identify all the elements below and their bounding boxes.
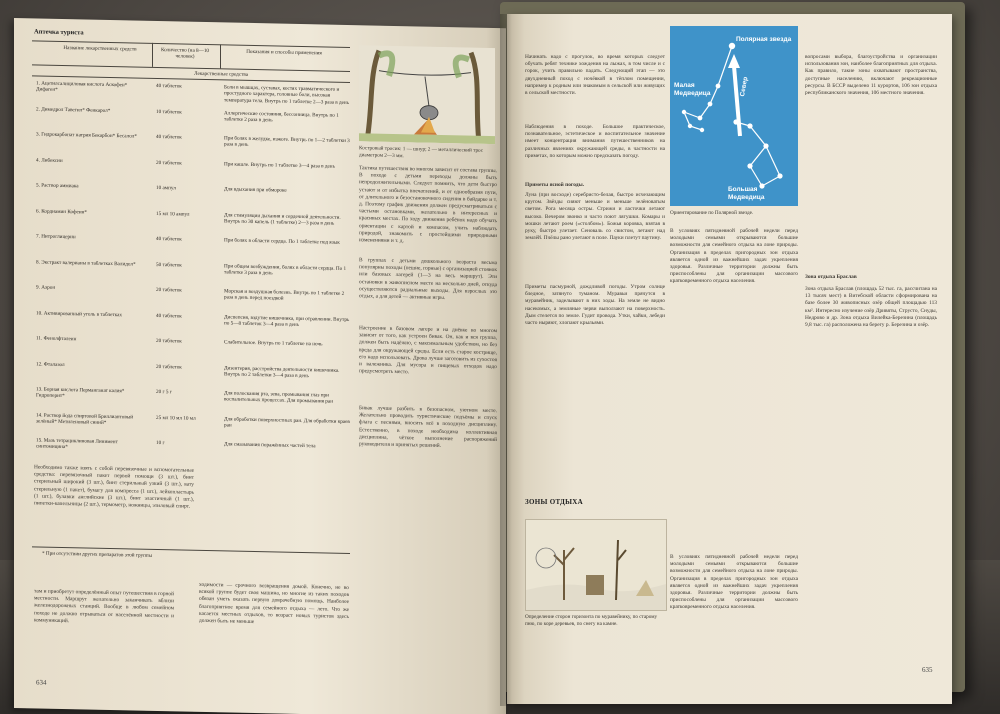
table-title: Аптечка туриста [34,28,84,37]
table-cell-qty: 40 таблеток [156,82,182,90]
table-cell-name: 9. Аэрон [36,284,56,291]
map-caption: Ориентирование по Полярной звезде. [670,210,754,216]
text-right-7: Зона отдыха Браслав (площадь 52 тыс. га, рассчитана на 13 тысяч мест) в Витебской области сформирована на базе более 30 живописных озёр общей площадью 113 км². Интересно изучение озёр Дривяты, Струсто, Снуды, Недрово и др. Зона отдыха Вилейка-Березина (площадь 9,8 тыс. га) расположена на берегу р. Березина и озёр. [805,286,937,329]
table-cell-name: 12. Фталазол [36,360,65,368]
label-polar-star: Полярная звезда [736,36,792,43]
footnote-paragraph: Необходимо также взять с собой перевязочные и вспомогательные средства: перевязочный пакет первой помощи (3 шт.), бинт стерильный широкий (3 шт.), бинт стерильный узкий (3 шт.), вату стерильную (1 пакет), бумагу для компресса (1 шт.), лейкопластырь (1 шт.), булавки английские (3 шт.), бинт эластичный (1 шт.), пипетки-капельницы (2 шт.), термометр, ножницы, этиловый спирт. [34,464,194,510]
table-cell-use: Морская и воздушная болезнь. Внутрь по 1 таблетке 2 раза в день перед поездкой [224,288,345,303]
table-cell-name: 14. Раствор йода спиртовой Бриллиантовый зелёный* Метиленовый синий* [36,411,134,426]
table-cell-qty: 50 таблеток [156,261,182,269]
table-cell-use: Диспепсия, вздутие кишечника, при отравлении. Внутрь по 5—8 таблеток 3—4 раза в день [224,313,350,328]
table-cell-qty: 40 таблеток [156,133,182,141]
text-right-5: В условиях пятидневной рабочей недели перед молодыми семьями открываются большие возможности для семейного отдыха на лоне природы. Организация в пределах пригородных зон отдыха является одной из важнейших задач укрепления здоровья. Различные территории должны быть приспособлены для организации массового кратковременного отдыха населения. [670,228,798,285]
table-cell-use: При болях в области сердца. По 1 таблетке под язык [224,237,340,246]
col-header-use: Показания и способы применения [246,48,322,57]
label-north: Север [739,76,750,98]
table-cell-use: Слабительное. Внутрь по 1 таблетке на ночь [224,339,323,348]
table-cell-use: Для вдыхания при обмороке [224,186,287,194]
table-cell-name: 11. Фенолфталеин [36,335,77,343]
star-map [670,26,798,206]
table-cell-name: 7. Нитроглицерин [36,233,76,241]
table-cell-name: 10. Активированный уголь в таблетках [36,309,122,318]
table-cell-use: Дизентерия, расстройства деятельности кишечника. Внутрь по 2 таблетки 3—4 раза в день [224,364,340,380]
label-ursa-minor: Малая Медведица [674,82,711,97]
label-ursa-major: Большая Медведица [728,186,765,201]
table-cell-qty: 10 г [156,439,165,447]
bottom-left-text: там и приобретут определённый опыт путешествия в горной местности. Маршрут желательно заканчивать вблизи железнодорожных станций. Вообще в любом семейном походе не должно отрываться от населённой местности и коммуникаций. [34,588,174,624]
table-cell-name: 3. Гидрокарбонат натрия Бекарбон* Бесалол* [36,131,137,140]
text-right-5b: В условиях пятидневной рабочей недели перед молодыми семьями открываются большие возможности для семейного отдыха на лоне природы. Организация в пределах пригородных зон отдыха является одной из важнейших задач укрепления здоровья. Различные территории должны быть приспособлены для организации массового кратковременного отдыха населения. [670,554,798,611]
table-cell-name: 8. Экстракт валерианы в таблетках Валидол* [36,258,136,268]
table-cell-name: 1. Ацетилсалициловая кислота Аскофен* Дифаген* [36,80,128,94]
table-cell-name: 15. Мазь тетрациклиновая Линимент синтомицина* [36,437,118,451]
table-cell-qty: 15 мл 10 ампул [156,210,190,218]
text-col-2: В группах с детьми дошкольного возраста весьма популярны походы (пешие, горные) с организацией стоянок или базовых лагерей (1—3 на весь маршрут). Эти остановки в живописном месте на несколько дней, откуда осуществляются радиальные выходы. Для взрослых это отдых, а для детей — активные игры. [359,257,497,302]
sketch-caption: Определение сторон горизонта по муравейнику, по старому пню, по коре деревьев, по снегу на камне. [525,614,658,627]
table-cell-qty: 40 таблеток [156,312,182,320]
table-cell-qty: 25 мл 10 мл 10 мл [156,414,196,422]
text-right-1: Начинать надо с прогулок, во время которых следует обучать ребят технике хождения на лыжах, в том числе и с горок, учить правильно падать. Следующий этап — это двухдневный поход с ночёвкой в тёплом помещении, например к родным или знакомым в сельской или живущих в сельской местности. [525,54,665,97]
table-cell-name: 5. Раствор аммиака [36,182,79,190]
col-divider [220,44,221,68]
table-cell-qty: 20 таблеток [156,159,182,167]
table-cell-qty: 20 г 5 г [156,388,172,396]
constellation-drawing [670,26,798,206]
page-number: 634 [36,678,47,687]
right-page [507,14,952,704]
text-right-3: Луна (при восходе) серебристо-белая, быстро исчезающим кругом. Звёзды сияют меньше и меньше зелёноватым светом. Рога месяца остры. Стрижи и ласточки летают высоко. Вечером звонко и часто поют лягушки. Комары и мошки летают роем («столбом»). Божья коровка, взятая в руку, быстро улетает. Сеноваль со свистом, летают над землёй. Пчёлы рано улетают в поле. Пауки плетут паутину. [525,192,665,242]
table-cell-name: 6. Кордиамин Кофеин* [36,207,87,216]
bottom-mid-text: ходимости — срочного возвращения домой. Конечно, не во всякой группе будет своя машина, но многие из таких походов обязан уметь оказать первую доврачебную помощь. Наиболее благоприятное время для семейного отдыха — лето. Что же касается местных отдыхов, то возраст новых туристов здесь должен быть не меньше [199,581,349,626]
table-cell-use: Для полоскания рта, зева, промывания глаз при воспалительных процессах. Для промывания ран [224,390,333,406]
header-rule [32,64,350,72]
orientation-drawing [526,520,666,610]
table-cell-use: Для смазывания поражённых частей тела [224,441,316,450]
table-cell-use: Для обработки поверхностных ран. Для обработки краев ран [224,415,350,429]
table-cell-name: 13. Борная кислота Перманганат калия* Гидроперит* [36,386,125,400]
col-divider [152,43,153,67]
signs-clear-title: Приметы ясной погоды. [525,182,585,188]
table-cell-qty: 20 таблеток [156,363,182,371]
campfire-drawing [359,45,495,144]
orientation-sketch [525,519,667,611]
table-cell-name: 4. Либексин [36,156,63,164]
left-page [14,18,506,714]
text-col-3: Настроение в базовом лагере и на днёвке во многом зависит от того, как устроен бивак. Он, как и вся группа, должен быть надёжно, с максимальным удобством, но без вреда для окружающей среды. Если есть старое кострище, его надо использовать. Дрова лучше заготовить из сухостоя и валежника. Для мусора и пищевых отходов надо предусмотреть место. [359,325,497,376]
text-right-2: Наблюдения в походе. Большое практическое, познавательное, эстетическое и воспитательное значение имеет концентрация внимания путешественников на различных явлениях окружающей среды, в частности на приметах, по которым можно предсказать погоду. [525,124,665,159]
table-cell-use: Для стимуляции дыхания и сердечной деятельности. Внутрь по 30 капель (1 таблетке) 2—3 раза в день [224,211,341,227]
table-cell-use: При болях в желудке, изжоге. Внутрь по 1—2 таблетки 3 раза в день [224,135,350,149]
book-gutter [500,14,512,706]
table-cell-use: Боли в мышцах, суставах, костях травматического и простудного характера, головные боли, высокая температура тела. Внутрь по 1 таблетке 2—3 раза в день [224,84,350,106]
text-right-4: Приметы пасмурной, дождливой погоды. Утром солнце бледное, затянуто туманом. Муравьи прячутся в муравейник, заделывают в них ходы. На земле не видно насекомых, а земляные черви выползают на поверхность. Дым стелется по земле. Гудит провода. Утки, чайки, лебеди часто ныряют, хлопают крыльями. [525,284,665,327]
table-cell-qty: 20 таблеток [156,286,182,294]
section-title: ЗОНЫ ОТДЫХА [525,498,583,506]
table-subheader: Лекарственные средства [194,70,249,78]
text-col-4: Бивак лучше разбить в безопасном, уютном месте. Желательно проводить туристические подъёмы и спуск флага с песнями, вносить всё в походную дисциплину. Естественно, в походе необходима коллективная дисциплина, чёткое выполнение распоряжений руководителя и принятых решений. [359,405,497,449]
table-cell-use: Аллергические состояния, бессонница. Внутрь по 1 таблетке 2 раза в день [224,109,339,124]
text-right-6: вопросами выбора, благоустройства и организации использования зон, наиболее благоприятных для отдыха. Как правило, такие зоны охватывают пространства, доступные населению, включают рекреационные ресурсы. В БССР выделено 11 курортов, 106 зон отдыха республиканского значения, 106 местного значения. [805,54,937,97]
col-header-name: Название лекарственных средств [63,45,137,53]
table-cell-use: При общем возбуждении, болях в области сердца. По 1 таблетке 3 раза в день [224,262,347,277]
table-cell-qty: 20 таблеток [156,337,182,345]
col-header-qty: Количество (на 8—10 человек) [160,47,210,61]
table-cell-name: 2. Димедрол Тавегил* Фенкарол* [36,105,111,114]
table-cell-use: При кашле. Внутрь по 1 таблетке 3—4 раза в день [224,160,335,170]
footnote-mark: * При отсутствии других препаратов этой группы [42,550,153,559]
page-number: 635 [922,666,933,674]
zone-title: Зона отдыха Браслав [805,274,857,280]
table-cell-qty: 10 ампул [156,184,176,192]
table-cell-qty: 40 таблеток [156,235,182,243]
text-col-1: Тактика путешествия во многом зависит от состава группы. В походе с детьми переходы должны быть непродолжительными. Следует помнить, что дети быстро устают и от избытка впечатлений, и от однообразия пути, от длительного и безостановочного сидения в байдарке и т. д. Поэтому график движения должен предусматриваться с частыми остановками, желательно в интересных и красивых местах. По ходу движения ребёнок надо обучать ориентации с картой и компасом, учить наблюдать природой, знакомить с простейшими природными изменениями и т. д. [359,165,497,245]
illustration-caption: Костровый тросик: 1 — шнур; 2 — металлический трос диаметром 2—3 мм. [359,145,484,159]
table-cell-qty: 10 таблеток [156,108,182,116]
campfire-illustration [359,45,495,144]
